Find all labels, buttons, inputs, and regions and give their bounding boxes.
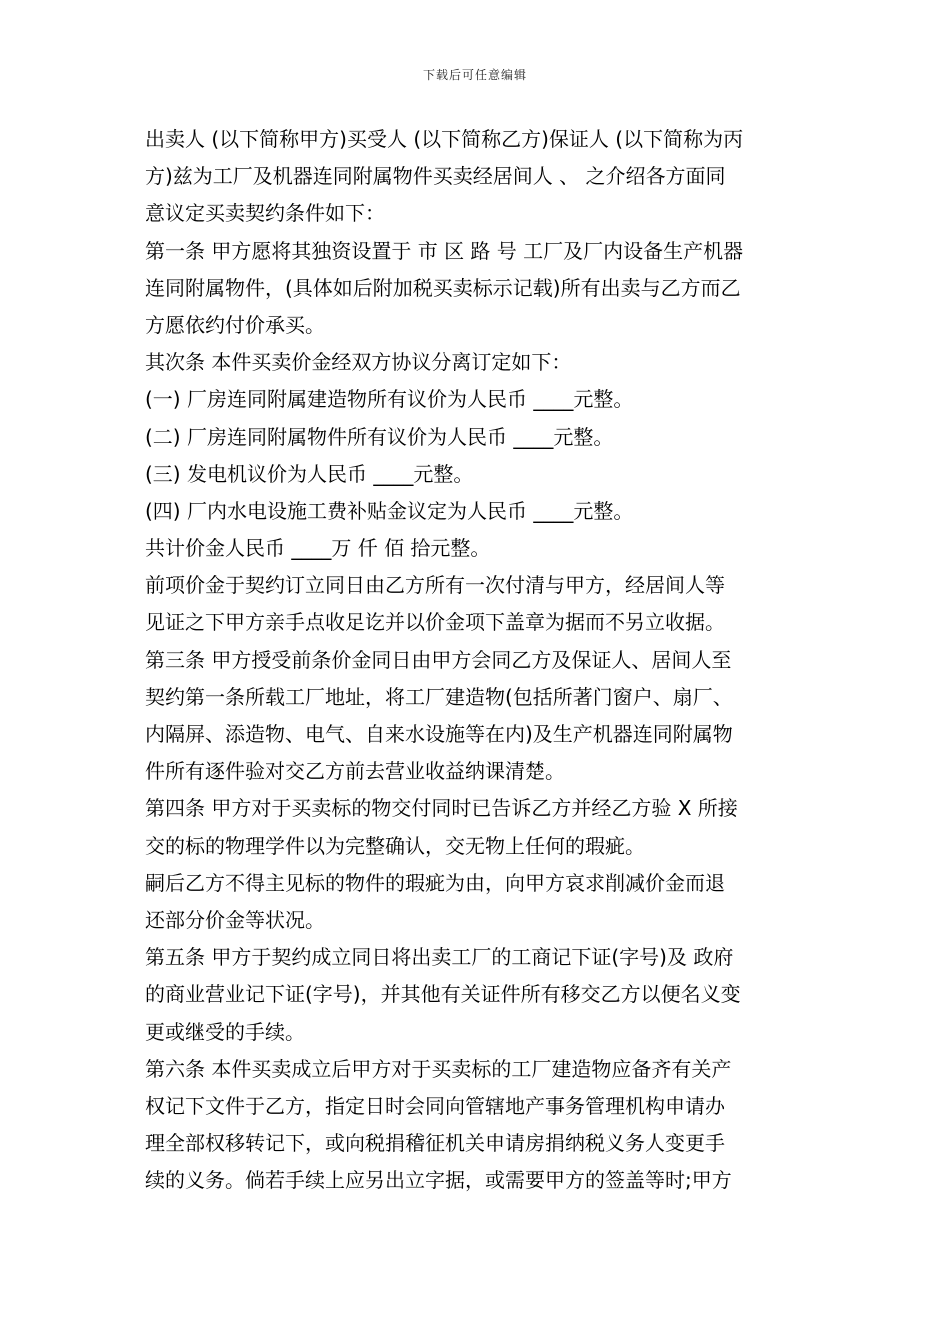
text-line: 还部分价金等状况。 [145, 907, 325, 932]
text-line: 第三条 甲方授受前条价金同日由甲方会同乙方及保证人、居间人至 [145, 647, 732, 672]
text-line: 第六条 本件买卖成立后甲方对于买卖标的工厂建造物应备齐有关产 [145, 1056, 732, 1081]
text-line: (二) 厂房连同附属物件所有议价为人民币 ____元整。 [145, 424, 614, 449]
text-line: 件所有逐件验对交乙方前去营业收益纳课清楚。 [145, 759, 565, 784]
text-line: 嗣后乙方不得主见标的物件的瑕疵为由，向甲方哀求削减价金而退 [145, 870, 725, 895]
text-line: 第一条 甲方愿将其独资设置于 市 区 路 号 工厂及厂内设备生产机器 [145, 238, 744, 263]
text-line: 连同附属物件，(具体如后附加税买卖标示记载)所有出卖与乙方而乙 [145, 275, 741, 300]
text-line: 交的标的物理学件以为完整确认，交无物上任何的瑕疵。 [145, 833, 645, 858]
text-line: 理全部权移转记下，或向税捐稽征机关申请房捐纳税义务人变更手 [145, 1131, 725, 1156]
text-line: 内隔屏、添造物、电气、自来水设施等在内)及生产机器连同附属物 [145, 722, 733, 746]
text-line: (一) 厂房连同附属建造物所有议价为人民币 ____元整。 [145, 387, 634, 412]
text-line: 第四条 甲方对于买卖标的物交付同时已告诉乙方并经乙方验 X 所接 [145, 796, 738, 821]
page-header: 下载后可任意编辑 [422, 68, 527, 82]
text-line: 见证之下甲方亲手点收足讫并以价金项下盖章为据而不另立收据。 [145, 610, 725, 635]
text-line: 意议定买卖契约条件如下： [145, 201, 385, 226]
text-line: (四) 厂内水电设施工费补贴金议定为人民币 ____元整。 [145, 498, 634, 523]
text-line: 契约第一条所载工厂地址，将工厂建造物(包括所著门窗户、扇厂、 [145, 684, 733, 709]
text-line: 出卖人 (以下简称甲方)买受人 (以下简称乙方)保证人 (以下简称为丙 [145, 127, 744, 151]
text-line: 其次条 本件买卖价金经双方协议分离订定如下： [145, 350, 572, 375]
text-line: 第五条 甲方于契约成立同日将出卖工厂的工商记下证(字号)及 政府 [145, 945, 734, 970]
text-line: 更或继受的手续。 [145, 1019, 305, 1044]
text-line: 前项价金于契约订立同日由乙方所有一次付清与甲方，经居间人等 [145, 573, 725, 598]
text-line: 权记下文件于乙方，指定日时会同向管辖地产事务管理机构申请办 [145, 1093, 725, 1118]
text-line: 的商业营业记下证(字号)，并其他有关证件所有移交乙方以便名义变 [145, 982, 741, 1007]
text-line: 续的义务。倘若手续上应另出立字据，或需要甲方的签盖等时;甲方 [145, 1168, 732, 1193]
text-line: 方愿依约付价承买。 [145, 312, 325, 337]
text-line: 共计价金人民币 ____万 仟 佰 拾元整。 [145, 536, 491, 561]
text-line: 方)兹为工厂及机器连同附属物件买卖经居间人 、 之介绍各方面同 [145, 164, 726, 189]
document-body [145, 121, 807, 1199]
text-line: (三) 发电机议价为人民币 ____元整。 [145, 461, 474, 486]
